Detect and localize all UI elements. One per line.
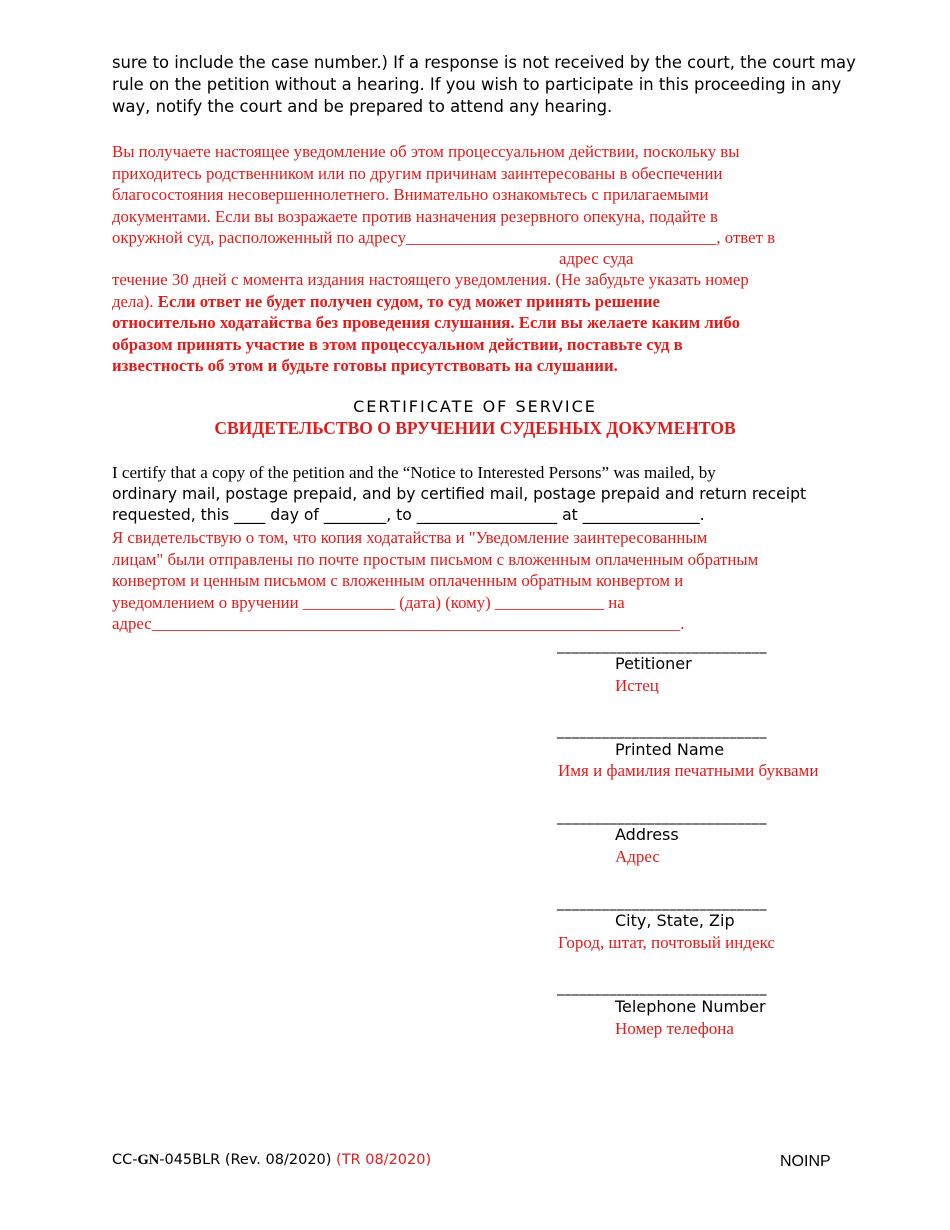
city-state-zip-label-ru: Город, штат, почтовый индекс xyxy=(558,933,775,952)
petitioner-label: Petitioner xyxy=(615,654,692,673)
court-address-caption: адрес суда xyxy=(559,249,634,268)
telephone-signature-line: ____________________________ xyxy=(557,980,767,996)
russian-notice-line: окружной суд, расположенный по адресу_____________________________________, ответ в xyxy=(112,228,776,247)
russian-notice-continued xyxy=(112,269,749,377)
address-label-ru: Адрес xyxy=(615,847,660,866)
petitioner-signature-line: ____________________________ xyxy=(557,638,767,654)
russian-notice-bold-line: известность об этом и будьте готовы присутствовать на слушании. xyxy=(112,356,618,375)
english-notice-line: way, notify the court and be prepared to attend any hearing. xyxy=(112,97,613,116)
russian-notice-line: благосостояния несовершеннолетнего. Внимательно ознакомьтесь с прилагаемыми xyxy=(112,185,709,204)
english-notice-line: sure to include the case number.) If a response is not received by the court, the court may xyxy=(112,53,856,72)
russian-notice xyxy=(112,141,775,249)
certificate-en-line-2: ordinary mail, postage prepaid, and by certified mail, postage prepaid and return receipt xyxy=(112,485,807,503)
russian-notice-text: дела). xyxy=(112,291,158,311)
russian-notice-line: течение 30 дней с момента издания настоящего уведомления. (Не забудьте указать номер xyxy=(112,270,749,289)
russian-notice-bold-text: Если ответ не будет получен судом, то суд может принять решение xyxy=(157,291,660,311)
certificate-en-line-3: requested, this ____ day of ________, to __________________ at _______________. xyxy=(112,506,705,524)
petitioner-label-ru: Истец xyxy=(615,676,659,695)
document-code: NOINP xyxy=(780,1153,831,1170)
certificate-ru-line: конвертом и ценным письмом с вложенным оплаченным обратным конвертом и xyxy=(112,571,684,590)
russian-notice-line: приходитесь родственником или по другим причинам заинтересованы в обеспечении xyxy=(112,163,723,183)
address-signature-line: ____________________________ xyxy=(557,809,767,825)
form-number-prefix: CC- xyxy=(112,1152,138,1168)
telephone-label: Telephone Number xyxy=(615,997,766,1016)
russian-notice-bold-line: относительно ходатайства без проведения слушания. Если вы желаете каким либо xyxy=(112,313,740,332)
address-label: Address xyxy=(615,825,679,844)
certificate-ru-line: уведомлением о вручении ___________ (дата) (кому) _____________ на xyxy=(112,592,625,612)
translation-revision: (TR 08/2020) xyxy=(336,1152,432,1168)
printed-name-signature-line: ____________________________ xyxy=(557,723,767,739)
russian-notice-bold-line: образом принять участие в этом процессуальном действии, поставьте суд в xyxy=(112,334,683,354)
printed-name-label-ru: Имя и фамилия печатными буквами xyxy=(558,761,819,780)
printed-name-label: Printed Name xyxy=(615,740,725,759)
certificate-ru-line: лицам" были отправлены по почте простым письмом с вложенным оплаченным обратным xyxy=(112,549,759,569)
city-state-zip-signature-line: ____________________________ xyxy=(557,895,767,911)
form-number-gn: GN xyxy=(137,1152,160,1168)
certificate-title-ru: СВИДЕТЕЛЬСТВО О ВРУЧЕНИИ СУДЕБНЫХ ДОКУМЕНТОВ xyxy=(214,418,736,438)
certificate-en-line-1: I certify that a copy of the petition and the “Notice to Interested Persons” was mailed, by xyxy=(112,463,716,482)
certificate-ru-line: Я свидетельствую о том, что копия ходатайства и "Уведомление заинтересованным xyxy=(112,528,708,547)
russian-notice-line: Вы получаете настоящее уведомление об этом процессуальном действии, поскольку вы xyxy=(112,142,740,161)
certificate-ru-line: адрес_______________________________________________________________. xyxy=(112,614,685,633)
form-number-suffix: -045BLR (Rev. 08/2020) xyxy=(159,1152,337,1168)
certificate-ru xyxy=(112,527,758,635)
certificate-title-en: CERTIFICATE OF SERVICE xyxy=(353,397,597,416)
russian-notice-line xyxy=(112,291,749,313)
russian-notice-line: документами. Если вы возражаете против назначения резервного опекуна, подайте в xyxy=(112,206,718,226)
english-notice-continuation xyxy=(112,52,856,118)
telephone-label-ru: Номер телефона xyxy=(615,1019,734,1038)
form-number xyxy=(112,1152,431,1169)
english-notice-line: rule on the petition without a hearing. If you wish to participate in this proceeding in any xyxy=(112,75,842,94)
city-state-zip-label: City, State, Zip xyxy=(615,911,735,930)
